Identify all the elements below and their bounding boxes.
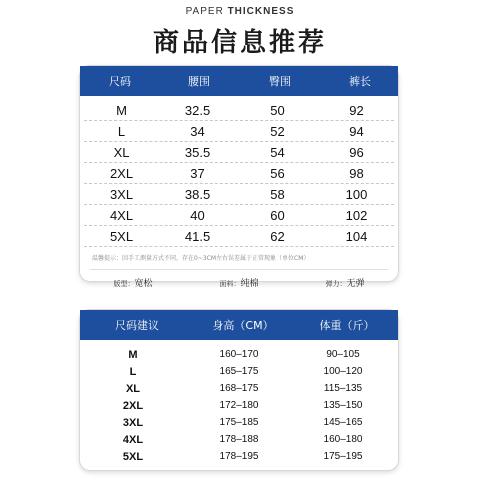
cell-hip: 60 bbox=[270, 207, 285, 223]
table-row bbox=[84, 100, 394, 121]
table-row bbox=[80, 363, 398, 380]
attribute-row bbox=[80, 270, 398, 289]
cell-size: M bbox=[128, 348, 138, 361]
header-size-suggestion: 尺码建议 bbox=[115, 319, 159, 332]
table-row bbox=[80, 448, 398, 465]
table-row bbox=[80, 346, 398, 363]
attr-fit bbox=[80, 276, 186, 289]
cell-height: 172–180 bbox=[219, 400, 259, 411]
cell-size: 3XL bbox=[122, 416, 144, 429]
attr-fabric bbox=[186, 276, 292, 289]
table-row bbox=[84, 226, 394, 247]
cell-size: L bbox=[129, 365, 137, 378]
cell-size: L bbox=[117, 123, 126, 139]
cell-size: 4XL bbox=[122, 433, 144, 446]
cell-length: 104 bbox=[345, 228, 368, 244]
table-row bbox=[80, 397, 398, 414]
cell-hip: 52 bbox=[270, 123, 285, 139]
cell-size: 3XL bbox=[109, 186, 134, 202]
table-row bbox=[84, 142, 394, 163]
header-waist: 腰围 bbox=[188, 75, 210, 88]
subtitle-bold: THICKNESS bbox=[227, 6, 295, 17]
cell-length: 94 bbox=[349, 123, 364, 139]
cell-height: 160–170 bbox=[219, 349, 259, 360]
cell-size: 4XL bbox=[109, 207, 134, 223]
measurement-card bbox=[80, 66, 398, 289]
table-row bbox=[84, 163, 394, 184]
cell-waist: 38.5 bbox=[184, 186, 211, 202]
table-row bbox=[84, 205, 394, 226]
cell-size: 5XL bbox=[122, 450, 144, 463]
attr-stretch-value: 无弹 bbox=[346, 279, 365, 289]
cell-size: 2XL bbox=[122, 399, 144, 412]
attr-fabric-value: 纯棉 bbox=[240, 279, 259, 289]
cell-weight: 160–180 bbox=[323, 434, 363, 445]
header-hip: 臀围 bbox=[269, 75, 291, 88]
attr-fit-value: 宽松 bbox=[134, 279, 153, 289]
cell-weight: 175–195 bbox=[323, 451, 363, 462]
attr-fabric-key: 面料： bbox=[219, 280, 241, 288]
cell-waist: 34 bbox=[190, 123, 205, 139]
cell-hip: 56 bbox=[270, 165, 285, 181]
cell-waist: 40 bbox=[190, 207, 205, 223]
cell-height: 175–185 bbox=[219, 417, 259, 428]
cell-waist: 35.5 bbox=[184, 144, 211, 160]
cell-weight: 100–120 bbox=[323, 366, 363, 377]
table-row bbox=[80, 414, 398, 431]
cell-hip: 54 bbox=[270, 144, 285, 160]
recommendation-header-bar bbox=[80, 310, 398, 340]
cell-height: 178–188 bbox=[219, 434, 259, 445]
cell-height: 165–175 bbox=[219, 366, 259, 377]
cell-length: 98 bbox=[349, 165, 364, 181]
table-row bbox=[80, 380, 398, 397]
cell-hip: 58 bbox=[270, 186, 285, 202]
cell-weight: 145–165 bbox=[323, 417, 363, 428]
page-title: 商品信息推荐 bbox=[152, 28, 327, 58]
cell-hip: 50 bbox=[270, 102, 285, 118]
table-row bbox=[80, 431, 398, 448]
cell-height: 178–195 bbox=[219, 451, 259, 462]
measurement-note: 温馨提示：因手工测量方式不同，存在0~3CM左右误差属于正常现象（单位CM） bbox=[92, 255, 310, 262]
cell-waist: 41.5 bbox=[184, 228, 211, 244]
header-length: 裤长 bbox=[349, 75, 371, 88]
attr-fit-key: 版型： bbox=[113, 280, 135, 288]
cell-size: XL bbox=[113, 144, 130, 160]
header-height: 身高（CM） bbox=[212, 319, 274, 332]
measurement-header-bar bbox=[80, 66, 398, 96]
cell-weight: 115–135 bbox=[323, 383, 363, 394]
table-row bbox=[84, 121, 394, 142]
attr-stretch-key: 弹力： bbox=[325, 280, 347, 288]
cell-size: 5XL bbox=[109, 228, 134, 244]
cell-weight: 135–150 bbox=[323, 400, 363, 411]
cell-size: M bbox=[116, 102, 127, 118]
cell-size: 2XL bbox=[109, 165, 134, 181]
cell-hip: 62 bbox=[270, 228, 285, 244]
cell-height: 168–175 bbox=[219, 383, 259, 394]
cell-length: 102 bbox=[345, 207, 368, 223]
size-recommendation-card bbox=[80, 310, 398, 470]
cell-size: XL bbox=[125, 382, 141, 395]
table-row bbox=[84, 184, 394, 205]
recommendation-rows bbox=[80, 340, 398, 465]
subtitle-light: PAPER bbox=[185, 6, 224, 17]
attr-stretch bbox=[292, 276, 398, 289]
cell-length: 92 bbox=[349, 102, 364, 118]
cell-waist: 37 bbox=[190, 165, 205, 181]
cell-waist: 32.5 bbox=[184, 102, 211, 118]
cell-length: 100 bbox=[345, 186, 368, 202]
header-weight: 体重（斤） bbox=[319, 319, 375, 332]
header-size: 尺码 bbox=[109, 75, 131, 88]
cell-weight: 90–105 bbox=[326, 349, 360, 360]
cell-length: 96 bbox=[349, 144, 364, 160]
measurement-rows bbox=[80, 96, 398, 247]
subtitle-english bbox=[0, 6, 480, 17]
